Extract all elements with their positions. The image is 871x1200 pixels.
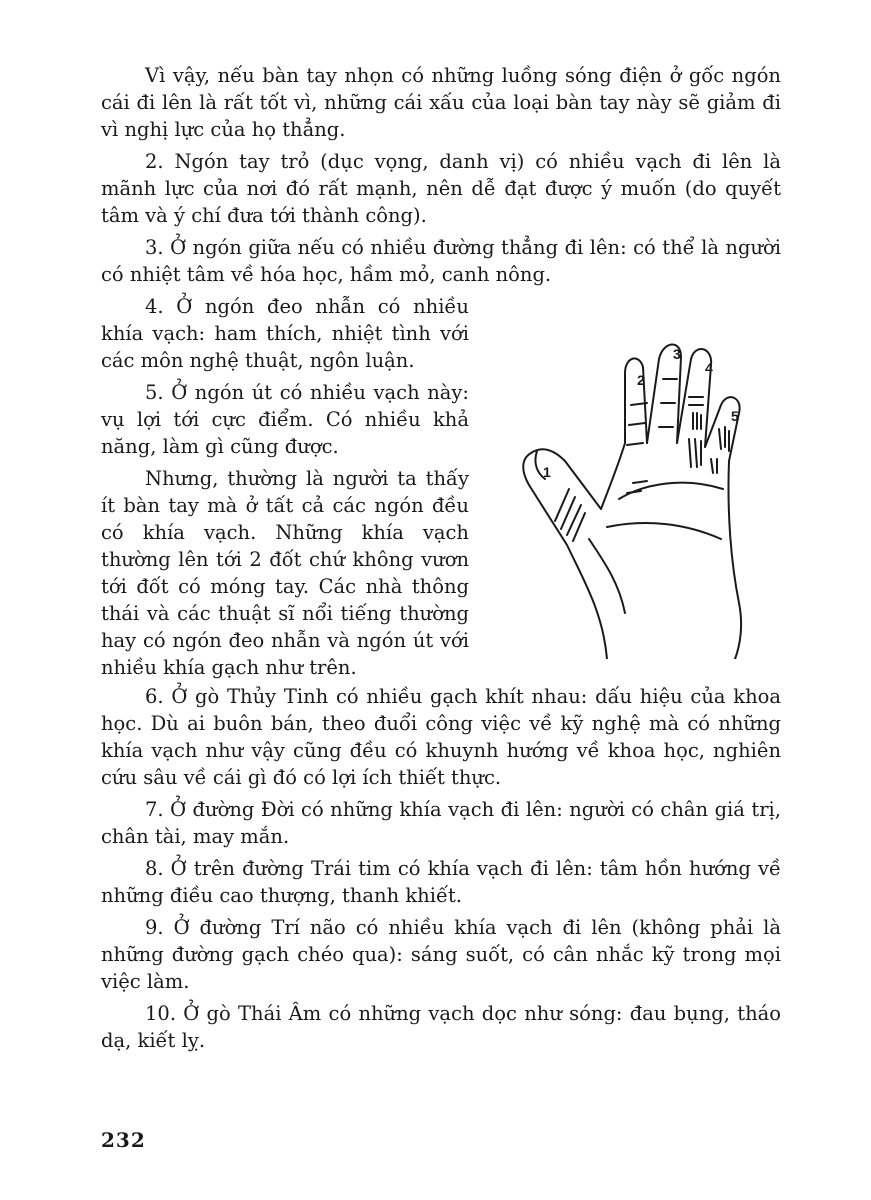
finger-label-4: 4 — [705, 360, 713, 376]
hand-outline — [523, 358, 647, 659]
paragraph: 3. Ở ngón giữa nếu có nhiều đường thẳng đi lên: có thể là người có nhiệt tâm về hóa học, hầm mỏ, canh nông. — [101, 236, 781, 286]
finger-label-2: 2 — [637, 372, 645, 388]
paragraph: Nhưng, thường là người ta thấy ít bàn tay mà ở tất cả các ngón đều có khía vạch. Những khía vạch thường lên tới 2 đốt chứ không vươn tới đốt có móng tay. Các nhà thông thái và các thuật sĩ nổi tiếng thường hay có ngón đeo nhẫn và ngón út với nhiều khía gạch như trên. — [101, 467, 469, 679]
paragraph: 9. Ở đường Trí não có nhiều khía vạch đi lên (không phải là những đường gạch chéo qua): sáng suốt, có cân nhắc kỹ trong mọi việc làm. — [101, 916, 781, 993]
paragraph: 5. Ở ngón út có nhiều vạch này: vụ lợi tới cực điểm. Có nhiều khả năng, làm gì cũng được. — [101, 381, 469, 458]
paragraph: 4. Ở ngón đeo nhẫn có nhiều khía vạch: ham thích, nhiệt tình với các môn nghệ thuật, ngôn luận. — [101, 295, 469, 372]
hand-illustration — [515, 313, 759, 659]
paragraph: 2. Ngón tay trỏ (dục vọng, danh vị) có nhiều vạch đi lên là mãnh lực của nơi đó rất mạnh, nên dễ đạt được ý muốn (do quyết tâm và ý chí đưa tới thành công). — [101, 150, 781, 227]
finger-label-3: 3 — [673, 346, 681, 362]
paragraph: 8. Ở trên đường Trái tim có khía vạch đi lên: tâm hồn hướng về những điều cao thượng, thanh khiết. — [101, 857, 781, 907]
paragraph: 7. Ở đường Đời có những khía vạch đi lên: người có chân giá trị, chân tài, may mắn. — [101, 798, 781, 848]
page-number: 232 — [101, 1128, 146, 1152]
paragraph: Vì vậy, nếu bàn tay nhọn có những luồng sóng điện ở gốc ngón cái đi lên là rất tốt vì, những cái xấu của loại bàn tay này sẽ giảm đi vì nghị lực của họ thẳng. — [101, 64, 781, 141]
finger-label-1: 1 — [543, 464, 551, 480]
paragraph: 10. Ở gò Thái Âm có những vạch dọc như sóng: đau bụng, tháo dạ, kiết lỵ. — [101, 1002, 781, 1052]
text-with-figure — [101, 293, 781, 679]
page-body — [101, 62, 781, 1059]
hand-drawing — [515, 313, 759, 659]
paragraph: 6. Ở gò Thủy Tinh có nhiều gạch khít nhau: dấu hiệu của khoa học. Dù ai buôn bán, theo đuổi công việc về kỹ nghệ mà có những khía vạch như vậy cũng đều có khuynh hướng về khoa học, nghiên cứu sâu về cái gì đó có lợi ích thiết thực. — [101, 685, 781, 789]
float-text-column — [101, 293, 469, 686]
finger-label-5: 5 — [731, 408, 739, 424]
